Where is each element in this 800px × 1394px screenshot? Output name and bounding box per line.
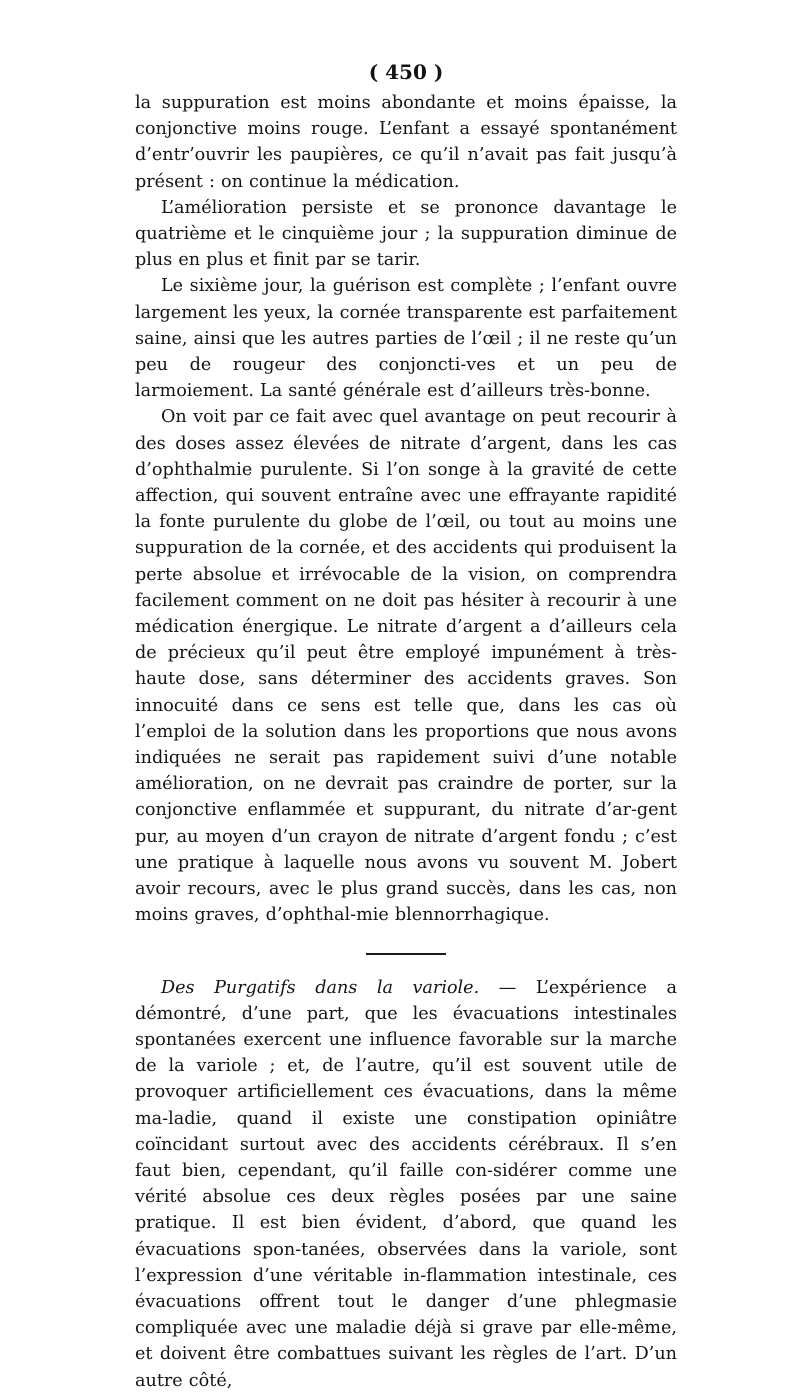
page-number: ( 450 ) [368, 60, 444, 84]
paragraph-3: Le sixième jour, la guérison est complète ; l’enfant ouvre largement les yeux, la cornée transparente est parfaitement saine, ainsi que les autres parties de l’œil ; il ne reste qu’un peu de rougeur des conjoncti-ves et un peu de larmoiement. La santé générale est d’ailleurs très-bonne. [135, 276, 677, 402]
paragraph-1: la suppuration est moins abondante et moins épaisse, la conjonctive moins rouge. L’enfant a essayé spontanément d’entr’ouvrir les paupières, ce qu’il n’avait pas fait jusqu’à présent : on continue la médication. [135, 93, 677, 192]
paragraph-2: L’amélioration persiste et se prononce davantage le quatrième et le cinquième jour ; la suppuration diminue de plus en plus et finit par se tarir. [135, 197, 677, 271]
paragraph-4: On voit par ce fait avec quel avantage on peut recourir à des doses assez élevées de nitrate d’argent, dans les cas d’ophthalmie purulente. Si l’on songe à la gravité de cette affection, qui souvent entraîne avec une effrayante rapidité la fonte purulente du globe de l’œil, ou tout au moins une suppuration de la cornée, et des accidents qui produisent la perte absolue et irrévocable de la vision, on comprendra facilement comment on ne doit pas hésiter à recourir à une médication énergique. Le nitrate d’argent a d’ailleurs cela de précieux qu’il peut être employé impunément à très-haute dose, sans déterminer des accidents graves. Son innocuité dans ce sens est telle que, dans les cas où l’emploi de la solution dans les proportions que nous avons indiquées ne serait pas rapidement suivi d’une notable amélioration, on ne devrait pas craindre de porter, sur la conjonctive enflammée et suppurant, du nitrate d’ar-gent pur, au moyen d’un crayon de nitrate d’argent fondu ; c’est une pratique à laquelle nous avons vu souvent M. Jobert avoir recours, avec le plus grand succès, dans les cas, non moins graves, d’ophthal-mie blennorrhagique. [135, 407, 677, 926]
section-paragraph [135, 975, 677, 1394]
section-title: Des Purgatifs dans la variole. [161, 977, 480, 998]
book-page [135, 58, 677, 1394]
section-divider [366, 953, 446, 955]
section-body: — L’expérience a démontré, d’une part, que les évacuations intestinales spontanées exercent une influence favorable sur la marche de la variole ; et, de l’autre, qu’il est souvent utile de provoquer artificiellement ces évacuations, dans la même ma-ladie, quand il existe une constipation opiniâtre coïncidant surtout avec des accidents cérébraux. Il s’en faut bien, cependant, qu’il faille con-sidérer comme une vérité absolue ces deux règles posées par une saine pratique. Il est bien évident, d’abord, que quand les évacuations spon-tanées, observées dans la variole, sont l’expression d’une véritable in-flammation intestinale, ces évacuations offrent tout le danger d’une phlegmasie compliquée avec une maladie déjà si grave par elle-même, et doivent être combattues suivant les règles de l’art. D’un autre côté, [135, 977, 677, 1391]
